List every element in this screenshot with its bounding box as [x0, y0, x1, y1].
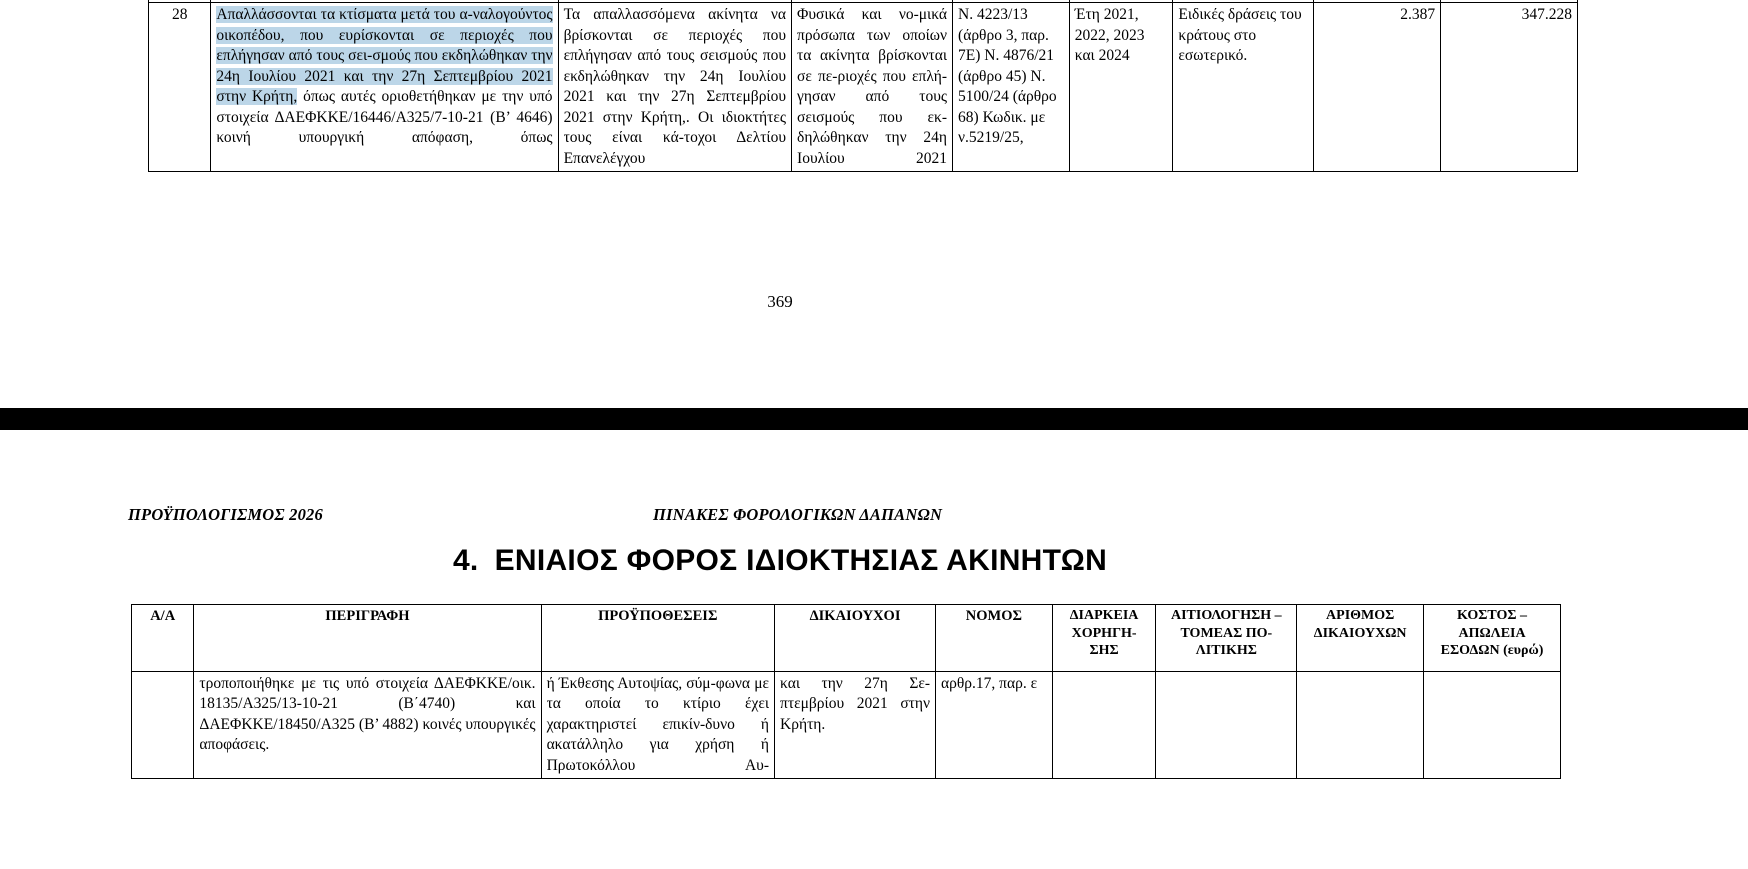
cell-justification [1156, 672, 1297, 779]
column-header-justification: ΑΙΤΙΟΛΟΓΗΣΗ – ΤΟΜΕΑΣ ΠΟ-ΛΙΤΙΚΗΣ [1156, 605, 1297, 672]
highlighted-text: Απαλλάσσονται τα κτίσματα μετά του α-ναλογούντος οικοπέδου, που ευρίσκονται σε περιοχές που επλήγησαν από τους σει-σμούς που εκδηλώθηκαν την 24η Ιουλίου 2021 και την 27η Σεπτεμβρίου 2021 στην Κρήτη, [216, 6, 553, 106]
column-header-cost: ΚΟΣΤΟΣ – ΑΠΩΛΕΙΑ ΕΣΟΔΩΝ (ευρώ) [1424, 605, 1561, 672]
cell-preconditions: ή Έκθεσης Αυτοψίας, σύμ-φωνα με τα οποία το κτίριο έχει χαρακτηριστεί επικίν-δυνο ή ακατάλληλο για χρήση ή Πρωτοκόλλου Αυ- [541, 672, 774, 779]
column-header-preconditions: ΠΡΟΫΠΟΘΕΣΕΙΣ [541, 605, 774, 672]
tax-expenditure-table-continued [148, 0, 1578, 172]
column-header-law: ΝΟΜΟΣ [936, 605, 1053, 672]
section-number: 4. [452, 544, 479, 577]
cell-law: Ν. 4223/13 (άρθρο 3, παρ. 7Ε) Ν. 4876/21 (άρθρο 45) Ν. 5100/24 (άρθρο 68) Κωδικ. με ν.5219/25, [953, 3, 1070, 172]
column-header-aa: Α/Α [132, 605, 194, 672]
cell-law: αρθρ.17, παρ. ε [936, 672, 1053, 779]
column-header-number-of-beneficiaries: ΑΡΙΘΜΟΣ ΔΙΚΑΙΟΥΧΩΝ [1297, 605, 1424, 672]
cell-description [211, 3, 558, 172]
table-header-row [132, 605, 1561, 672]
tax-expenditure-table [131, 604, 1561, 779]
cell-justification: Ειδικές δράσεις του κράτους στο εσωτερικό. [1173, 3, 1314, 172]
running-head-left: ΠΡΟΫΠΟΛΟΓΙΣΜΟΣ 2026 [128, 505, 323, 524]
cell-duration: Έτη 2021, 2022, 2023 και 2024 [1069, 3, 1173, 172]
table-row [149, 3, 1578, 172]
column-header-description: ΠΕΡΙΓΡΑΦΗ [194, 605, 541, 672]
cell-cost [1424, 672, 1561, 779]
cell-cost: 347.228 [1441, 3, 1578, 172]
cell-number-of-beneficiaries [1297, 672, 1424, 779]
column-header-beneficiaries: ΔΙΚΑΙΟΥΧΟΙ [775, 605, 936, 672]
table-row [132, 672, 1561, 779]
cell-beneficiaries: και την 27η Σε-πτεμβρίου 2021 στην Κρήτη. [775, 672, 936, 779]
cell-number-of-beneficiaries: 2.387 [1314, 3, 1441, 172]
document-page-next [0, 430, 1748, 869]
description-rest: όπως αυτές οριοθετήθηκαν με την υπό στοιχεία ΔΑΕΦΚΚΕ/16446/Α325/7-10-21 (Β’ 4646) κοινή υπουργική απόφαση, όπως [216, 88, 553, 147]
cell-aa: 28 [149, 3, 211, 172]
cell-beneficiaries: Φυσικά και νο-μικά πρόσωπα των οποίων τα ακίνητα βρίσκονται σε πε-ριοχές που επλή-γησαν από τους σεισμούς που εκ-δηλώθηκαν την 24η Ιουλίου 2021 [792, 3, 953, 172]
cell-duration [1052, 672, 1156, 779]
page-title [0, 544, 1560, 578]
page-separator-band [0, 408, 1748, 430]
cell-description: τροποποιήθηκε με τις υπό στοιχεία ΔΑΕΦΚΚΕ/οικ. 18135/Α325/13-10-21 (Β΄4740) και ΔΑΕΦΚΚΕ/18450/Α325 (Β’ 4882) κοινές υπουργικές αποφάσεις. [194, 672, 541, 779]
cell-preconditions: Τα απαλλασσόμενα ακίνητα να βρίσκονται σε περιοχές που επλήγησαν από τους σεισμούς που εκδηλώθηκαν την 24η Ιουλίου 2021 και την 27η Σεπτεμβρίου 2021 στην Κρήτη,. Οι ιδιοκτήτες τους είναι κά-τοχοι Δελτίου Επανελέγχου [558, 3, 791, 172]
cell-aa [132, 672, 194, 779]
section-title-text: ΕΝΙΑΙΟΣ ΦΟΡΟΣ ΙΔΙΟΚΤΗΣΙΑΣ ΑΚΙΝΗΤΩΝ [494, 544, 1108, 577]
page-number: 369 [767, 292, 793, 311]
column-header-duration: ΔΙΑΡΚΕΙΑ ΧΟΡΗΓΗ-ΣΗΣ [1052, 605, 1156, 672]
running-head-center: ΠΙΝΑΚΕΣ ΦΟΡΟΛΟΓΙΚΩΝ ΔΑΠΑΝΩΝ [653, 505, 943, 524]
